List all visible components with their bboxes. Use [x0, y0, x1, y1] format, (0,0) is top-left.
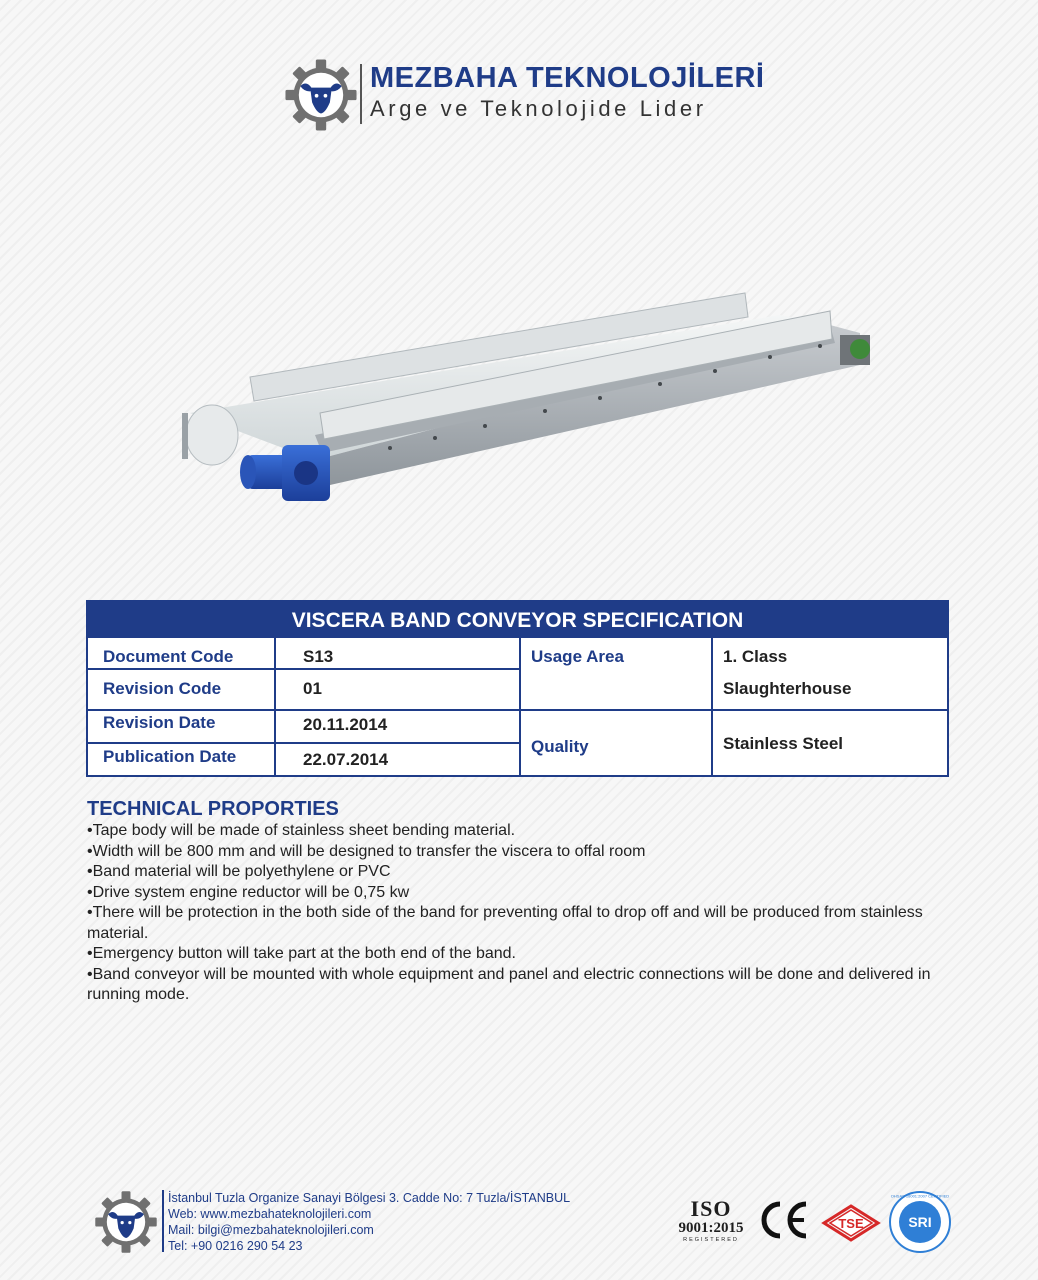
iso-label: ISO	[690, 1196, 732, 1221]
tse-mark-icon	[820, 1203, 882, 1243]
sri-label: SRI	[908, 1214, 932, 1230]
usage-area-value-line2: Slaughterhouse	[723, 679, 852, 698]
list-item: •Tape body will be made of stainless sheet bending material.	[87, 822, 516, 839]
brand-title: MEZBAHA TEKNOLOJİLERİ	[370, 62, 765, 94]
list-item: •There will be protection in the both side of the band for preventing offal to drop off and will be produced from stainless material.	[87, 904, 923, 942]
list-item: •Band material will be polyethylene or PVC	[87, 863, 391, 880]
list-item: •Emergency button will take part at the both end of the band.	[87, 945, 516, 962]
publication-date-value: 22.07.2014	[303, 750, 389, 769]
iso-number: 9001:2015	[678, 1220, 744, 1236]
quality-label: Quality	[531, 737, 589, 756]
spec-table-title: VISCERA BAND CONVEYOR SPECIFICATION	[88, 602, 947, 638]
footer-contact-info	[168, 1190, 570, 1254]
footer-divider	[162, 1190, 164, 1252]
revision-code-value: 01	[303, 679, 322, 698]
gear-bull-logo-icon	[284, 58, 358, 132]
grid-line	[88, 709, 949, 711]
revision-date-label: Revision Date	[103, 713, 216, 732]
footer-gear-bull-logo-icon	[94, 1190, 158, 1254]
grid-line	[274, 638, 276, 777]
sri-ring-text: OHSAS 18001:2007 CERTIFIED	[890, 1193, 950, 1199]
usage-area-value-line1: 1. Class	[723, 647, 788, 666]
grid-line	[88, 742, 519, 744]
header-divider	[360, 64, 362, 124]
usage-area-label: Usage Area	[531, 647, 624, 666]
publication-date-label: Publication Date	[103, 747, 237, 766]
list-item: •Band conveyor will be mounted with whole equipment and panel and electric connections will be done and delivered in running mode.	[87, 965, 931, 1003]
grid-line	[519, 638, 521, 777]
grid-line	[88, 668, 519, 670]
footer-web-link[interactable]: Web: www.mezbahateknolojileri.com	[168, 1207, 372, 1221]
ce-label: CE	[784, 1222, 786, 1223]
brand-subtitle: Arge ve Teknolojide Lider	[370, 96, 707, 121]
sri-certified-icon	[888, 1190, 952, 1254]
technical-heading: TECHNICAL PROPORTIES	[87, 798, 339, 820]
conveyor-product-image	[170, 285, 890, 515]
footer-tel: Tel: +90 0216 290 54 23	[168, 1239, 303, 1253]
specification-table	[86, 600, 949, 777]
iso-registered: REGISTERED	[683, 1237, 739, 1243]
grid-line	[711, 638, 713, 777]
revision-date-value: 20.11.2014	[303, 715, 388, 734]
list-item: •Width will be 800 mm and will be designed to transfer the viscera to offal room	[87, 842, 646, 860]
quality-value: Stainless Steel	[723, 734, 844, 753]
footer-address: İstanbul Tuzla Organize Sanayi Bölgesi 3. Cadde No: 7 Tuzla/İSTANBUL	[168, 1191, 571, 1205]
document-code-label: Document Code	[103, 647, 234, 666]
document-code-value: S13	[303, 647, 334, 666]
technical-list	[87, 821, 947, 1006]
tse-label: TSE	[838, 1216, 864, 1231]
revision-code-label: Revision Code	[103, 679, 222, 698]
footer-mail-link[interactable]: Mail: bilgi@mezbahateknolojileri.com	[168, 1223, 374, 1237]
list-item: •Drive system engine reductor will be 0,75 kw	[87, 883, 410, 901]
ce-mark-icon	[758, 1198, 810, 1242]
iso-certificate-badge	[668, 1198, 754, 1244]
